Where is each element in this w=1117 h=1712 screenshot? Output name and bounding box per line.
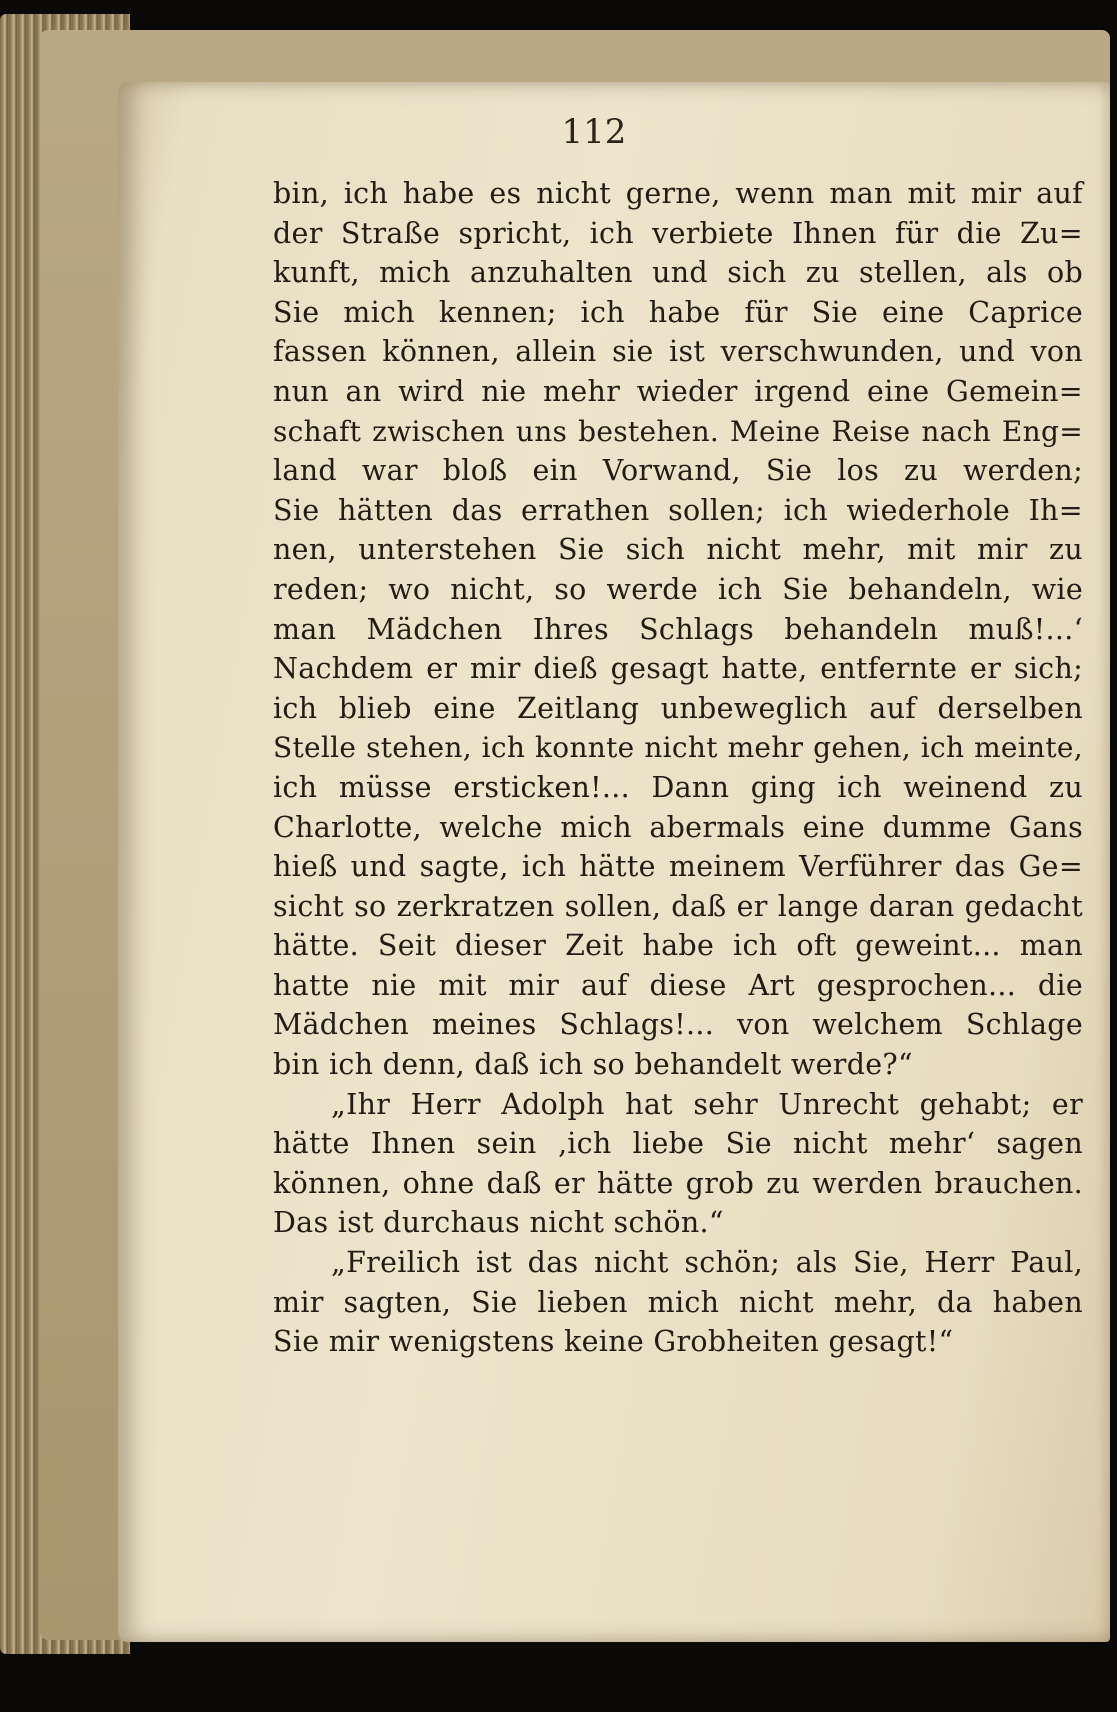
text-line: ich blieb eine Zeitlang unbeweglich auf derselben [273,691,1083,725]
text-line: fassen können, allein sie ist verschwunden, und von [273,335,1083,369]
text-line: hätte. Seit dieser Zeit habe ich oft geweint... man [273,929,1083,963]
text-line: reden; wo nicht, so werde ich Sie behandeln, wie [273,572,1083,606]
text-line: bin, ich habe es nicht gerne, wenn man mit mir auf [273,177,1083,210]
text-line: Charlotte, welche mich abermals eine dumme Gans [273,810,1083,844]
text-line: nen, unterstehen Sie sich nicht mehr, mit mir zu [273,533,1083,567]
text-line: Sie mir wenigstens keine Grobheiten gesagt!“ [273,1325,954,1359]
text-line: Nachdem er mir dieß gesagt hatte, entfernte er sich; [273,652,1083,686]
text-line: sicht so zerkratzen sollen, daß er lange daran gedacht [273,889,1083,923]
text-line: nun an wird nie mehr wieder irgend eine Gemein= [273,374,1083,408]
text-line: ich müsse ersticken!... Dann ging ich weinend zu [273,770,1083,804]
page-body-text [273,174,1083,1362]
text-line: hatte nie mit mir auf diese Art gesprochen... die [273,968,1083,1002]
text-line: „Ihr Herr Adolph hat sehr Unrecht gehabt; er [331,1087,1083,1121]
page-number: 112 [561,112,627,152]
book-page [118,82,1110,1642]
text-line: Stelle stehen, ich konnte nicht mehr gehen, ich meinte, [273,731,1083,765]
text-line: schaft zwischen uns bestehen. Meine Reise nach Eng= [273,414,1083,448]
text-line: können, ohne daß er hätte grob zu werden brauchen. [273,1166,1083,1200]
text-line: kunft, mich anzuhalten und sich zu stellen, als ob [273,256,1083,290]
text-line: bin ich denn, daß ich so behandelt werde?“ [273,1048,913,1082]
text-line: hieß und sagte, ich hätte meinem Verführer das Ge= [273,850,1083,884]
text-line: Sie mich kennen; ich habe für Sie eine Caprice [273,295,1083,329]
text-line: Das ist durchaus nicht schön.“ [273,1206,724,1240]
text-line: man Mädchen Ihres Schlags behandeln muß!...‘ [273,612,1083,646]
text-line: Mädchen meines Schlags!... von welchem Schlage [273,1008,1083,1042]
text-line: hätte Ihnen sein ‚ich liebe Sie nicht mehr‘ sagen [273,1127,1083,1161]
text-line: „Freilich ist das nicht schön; als Sie, Herr Paul, [331,1246,1083,1280]
text-line: land war bloß ein Vorwand, Sie los zu werden; [273,454,1083,488]
text-line: mir sagten, Sie lieben mich nicht mehr, da haben [273,1285,1083,1319]
text-line: Sie hätten das errathen sollen; ich wiederhole Ih= [273,493,1083,527]
text-line: der Straße spricht, ich verbiete Ihnen für die Zu= [273,216,1083,250]
